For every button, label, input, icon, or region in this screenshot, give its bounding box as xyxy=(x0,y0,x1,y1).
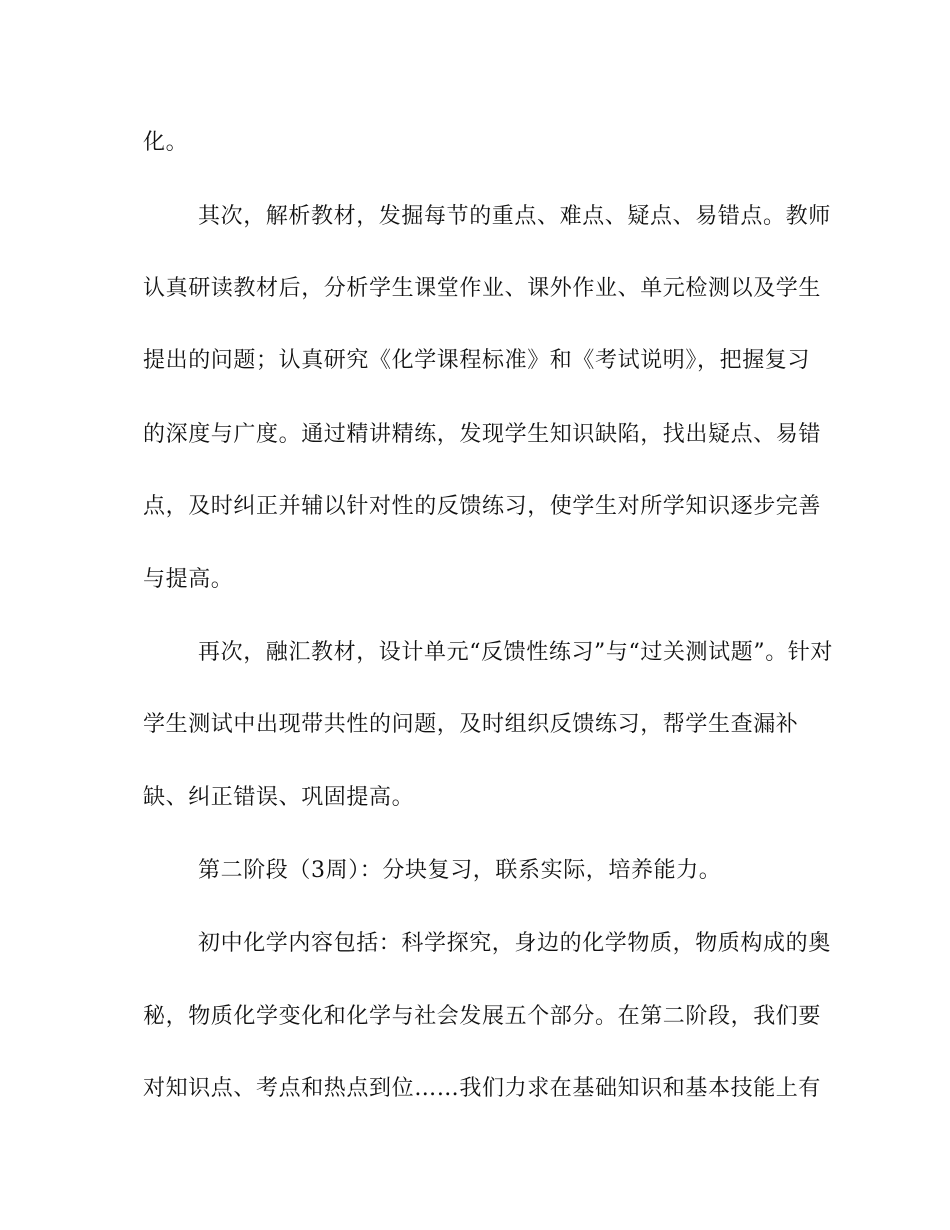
section-heading-line: 第二阶段（3周）：分块复习，联系实际，培养能力。 xyxy=(198,858,722,883)
text-line: 点，及时纠正并辅以针对性的反馈练习，使学生对所学知识逐步完善 xyxy=(143,494,822,519)
paragraph-start-line: 初中化学内容包括：科学探究，身边的化学物质，物质构成的奥 xyxy=(198,931,831,956)
paragraph-start-line: 其次，解析教材，发掘每节的重点、难点、疑点、易错点。教师 xyxy=(198,204,831,229)
text-line: 与提高。 xyxy=(143,567,234,592)
text-line: 缺、纠正错误、巩固提高。 xyxy=(143,785,415,810)
text-line: 认真研读教材后，分析学生课堂作业、课外作业、单元检测以及学生 xyxy=(143,276,822,301)
text-line: 的深度与广度。通过精讲精练，发现学生知识缺陷，找出疑点、易错 xyxy=(143,422,822,447)
text-line: 学生测试中出现带共性的问题，及时组织反馈练习，帮学生查漏补 xyxy=(143,712,799,737)
text-line: 对知识点、考点和热点到位……我们力求在基础知识和基本技能上有 xyxy=(143,1076,822,1101)
paragraph-start-line: 再次，融汇教材，设计单元“反馈性练习”与“过关测试题”。针对 xyxy=(198,640,833,665)
text-line: 秘，物质化学变化和化学与社会发展五个部分。在第二阶段，我们要 xyxy=(143,1004,822,1029)
text-line: 化。 xyxy=(143,130,189,155)
text-line: 提出的问题；认真研究《化学课程标准》和《考试说明》，把握复习 xyxy=(143,348,811,373)
